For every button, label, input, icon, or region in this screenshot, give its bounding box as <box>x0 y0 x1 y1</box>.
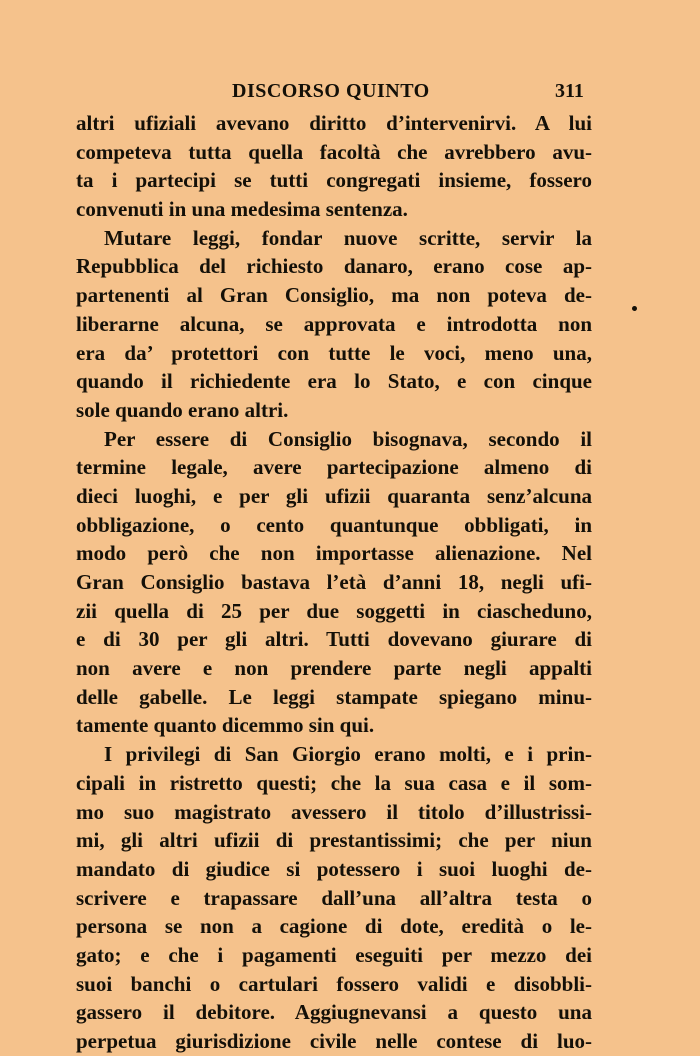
text-line: competeva tutta quella facoltà che avrebbero avu- <box>76 139 592 164</box>
page-number: 311 <box>555 80 584 102</box>
text-line: mi, gli altri ufizii di prestantissimi; che per niun <box>76 828 592 853</box>
text-line: sole quando erano altri. <box>76 397 289 422</box>
text-line: non avere e non prendere parte negli appalti <box>76 656 592 681</box>
text-line: modo però che non importasse alienazione. Nel <box>76 541 592 566</box>
paragraph-2 <box>76 224 592 425</box>
ink-speck <box>632 306 637 311</box>
text-line: Mutare leggi, fondar nuove scritte, servir la <box>104 225 592 250</box>
text-line: Gran Consiglio bastava l’età d’anni 18, negli ufi- <box>76 570 592 594</box>
text-line: partenenti al Gran Consiglio, ma non poteva de- <box>76 283 592 308</box>
text-line: perpetua giurisdizione civile nelle contese di luo- <box>76 1029 592 1053</box>
text-line: I privilegi di San Giorgio erano molti, e i prin- <box>104 742 592 767</box>
text-line: altri ufiziali avevano diritto d’intervenirvi. A lui <box>76 111 592 135</box>
text-line: quando il richiedente era lo Stato, e con cinque <box>76 369 592 394</box>
text-line: cipali in ristretto questi; che la sua casa e il som- <box>76 770 592 795</box>
text-line: delle gabelle. Le leggi stampate spiegano minu- <box>76 684 592 709</box>
text-line: era da’ protettori con tutte le voci, meno una, <box>76 340 592 365</box>
text-line: convenuti in una medesima sentenza. <box>76 197 408 222</box>
text-line: mo suo magistrato avessero il titolo d’illustrissi- <box>76 799 592 824</box>
text-line: zii quella di 25 per due soggetti in ciascheduno, <box>76 598 592 623</box>
text-line: suoi banchi o cartulari fossero validi e disobbli- <box>76 971 592 996</box>
text-line: mandato di giudice si potessero i suoi luoghi de- <box>76 856 592 881</box>
text-line: obbligazione, o cento quantunque obbligati, in <box>76 512 592 537</box>
text-line: Repubblica del richiesto danaro, erano cose ap- <box>76 254 592 279</box>
text-line: dieci luoghi, e per gli ufizii quaranta senz’alcuna <box>76 483 592 508</box>
text-line: gassero il debitore. Aggiugnevansi a questo una <box>76 1000 592 1025</box>
text-line: ta i partecipi se tutti congregati insieme, fossero <box>76 168 592 193</box>
paragraph-3 <box>76 425 592 741</box>
text-line: scrivere e trapassare dall’una all’altra testa o <box>76 885 592 910</box>
paragraph-4 <box>76 740 592 1056</box>
text-line: gato; e che i pagamenti eseguiti per mezzo dei <box>76 942 592 967</box>
text-line: e di 30 per gli altri. Tutti dovevano giurare di <box>76 627 592 652</box>
running-title: DISCORSO QUINTO <box>232 80 430 102</box>
text-line: Per essere di Consiglio bisognava, secondo il <box>104 426 592 451</box>
text-line: liberarne alcuna, se approvata e introdotta non <box>76 311 592 336</box>
text-line: persona se non a cagione di dote, eredità o le- <box>76 914 592 939</box>
paragraph-1 <box>76 109 592 224</box>
body-text <box>76 109 592 1056</box>
text-line: termine legale, avere partecipazione almeno di <box>76 455 592 480</box>
text-line: tamente quanto dicemmo sin qui. <box>76 713 375 738</box>
